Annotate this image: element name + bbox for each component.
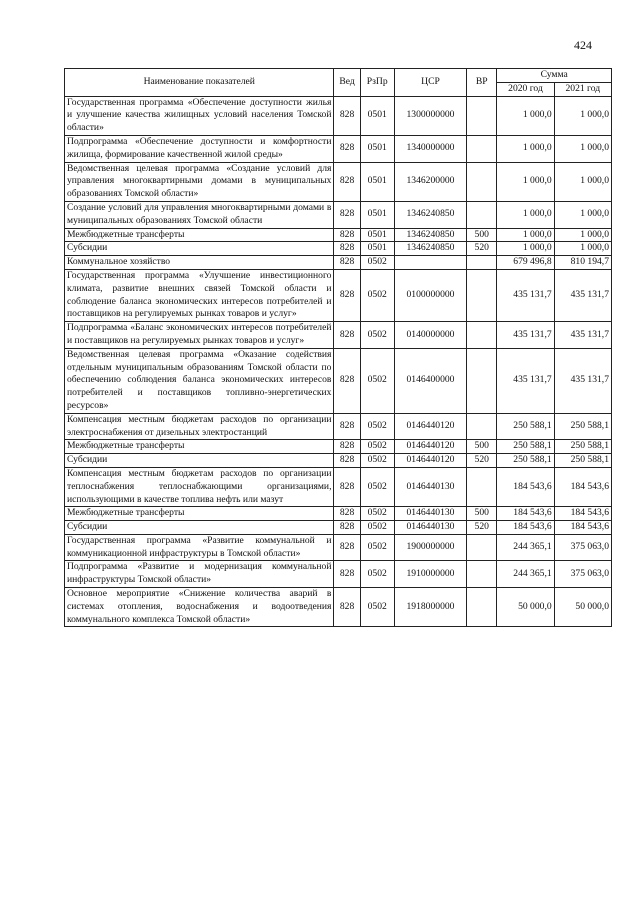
cell-sum-2020: 1 000,0 [497,201,554,228]
cell-sum-2020: 250 588,1 [497,454,554,468]
cell-sum-2021: 375 063,0 [554,561,611,588]
table-row [65,440,612,454]
cell-rzpr: 0502 [360,440,394,454]
cell-rzpr: 0502 [360,269,394,321]
cell-name: Коммунальное хозяйство [65,256,334,270]
header-year-2020: 2020 год [497,82,554,96]
cell-vr [467,534,497,561]
cell-sum-2020: 1 000,0 [497,135,554,162]
cell-ved: 828 [334,269,360,321]
cell-rzpr: 0502 [360,561,394,588]
cell-rzpr: 0502 [360,467,394,506]
cell-sum-2021: 435 131,7 [554,322,611,349]
cell-rzpr: 0502 [360,534,394,561]
cell-sum-2020: 1 000,0 [497,228,554,242]
cell-sum-2021: 50 000,0 [554,588,611,627]
cell-name: Межбюджетные трансферты [65,228,334,242]
cell-ved: 828 [334,454,360,468]
cell-sum-2021: 375 063,0 [554,534,611,561]
cell-ved: 828 [334,96,360,135]
cell-csr: 1346240850 [394,242,466,256]
header-name: Наименование показателей [65,69,334,97]
cell-ved: 828 [334,162,360,201]
table-row [65,135,612,162]
cell-vr [467,256,497,270]
cell-csr: 1900000000 [394,534,466,561]
cell-vr: 500 [467,440,497,454]
cell-vr [467,413,497,440]
cell-ved: 828 [334,521,360,535]
cell-ved: 828 [334,413,360,440]
cell-sum-2021: 1 000,0 [554,242,611,256]
table-body [65,96,612,627]
cell-ved: 828 [334,440,360,454]
cell-csr: 0146440120 [394,413,466,440]
cell-rzpr: 0502 [360,256,394,270]
cell-sum-2020: 1 000,0 [497,162,554,201]
cell-csr: 1340000000 [394,135,466,162]
cell-ved: 828 [334,242,360,256]
cell-sum-2021: 1 000,0 [554,228,611,242]
cell-rzpr: 0501 [360,96,394,135]
cell-sum-2021: 1 000,0 [554,162,611,201]
cell-sum-2021: 1 000,0 [554,201,611,228]
cell-sum-2020: 250 588,1 [497,440,554,454]
cell-rzpr: 0501 [360,135,394,162]
header-sum: Сумма [497,69,612,83]
table-row [65,561,612,588]
table-row [65,534,612,561]
cell-ved: 828 [334,534,360,561]
cell-vr: 500 [467,507,497,521]
cell-vr [467,269,497,321]
cell-name: Межбюджетные трансферты [65,507,334,521]
cell-csr: 1346240850 [394,228,466,242]
cell-ved: 828 [334,135,360,162]
cell-sum-2020: 435 131,7 [497,322,554,349]
cell-rzpr: 0502 [360,454,394,468]
cell-sum-2021: 250 588,1 [554,454,611,468]
cell-rzpr: 0502 [360,507,394,521]
cell-name: Субсидии [65,454,334,468]
cell-vr [467,322,497,349]
cell-csr: 0100000000 [394,269,466,321]
cell-ved: 828 [334,348,360,413]
cell-csr: 1346200000 [394,162,466,201]
cell-sum-2021: 184 543,6 [554,467,611,506]
cell-rzpr: 0502 [360,413,394,440]
cell-csr: 0146440130 [394,521,466,535]
cell-csr: 1910000000 [394,561,466,588]
cell-sum-2020: 1 000,0 [497,242,554,256]
budget-table [64,68,612,627]
cell-ved: 828 [334,322,360,349]
cell-vr [467,561,497,588]
cell-name: Государственная программа «Улучшение инвестиционного климата, развитие внешних связей Томской области и соблюдение баланса экономических интересов потребителей и поставщиков на регулируемых рынках товаров и услуг» [65,269,334,321]
table-row [65,454,612,468]
cell-name: Подпрограмма «Обеспечение доступности и комфортности жилища, формирование качественной жилой среды» [65,135,334,162]
cell-ved: 828 [334,588,360,627]
cell-csr: 1300000000 [394,96,466,135]
cell-vr [467,135,497,162]
cell-ved: 828 [334,507,360,521]
cell-csr: 0146440130 [394,467,466,506]
cell-sum-2020: 244 365,1 [497,561,554,588]
cell-name: Межбюджетные трансферты [65,440,334,454]
cell-ved: 828 [334,256,360,270]
cell-ved: 828 [334,228,360,242]
cell-csr: 1346240850 [394,201,466,228]
cell-ved: 828 [334,467,360,506]
cell-vr: 520 [467,521,497,535]
cell-sum-2020: 679 496,8 [497,256,554,270]
header-csr: ЦСР [394,69,466,97]
cell-vr [467,201,497,228]
cell-vr [467,162,497,201]
table-row [65,256,612,270]
table-row [65,348,612,413]
cell-csr: 1918000000 [394,588,466,627]
cell-name: Субсидии [65,521,334,535]
cell-rzpr: 0502 [360,322,394,349]
cell-sum-2020: 435 131,7 [497,348,554,413]
cell-sum-2021: 810 194,7 [554,256,611,270]
table-header [65,69,612,97]
cell-sum-2021: 1 000,0 [554,135,611,162]
cell-rzpr: 0502 [360,588,394,627]
table-row [65,96,612,135]
cell-sum-2021: 184 543,6 [554,521,611,535]
table-row [65,269,612,321]
cell-ved: 828 [334,561,360,588]
cell-rzpr: 0501 [360,201,394,228]
cell-rzpr: 0502 [360,348,394,413]
cell-ved: 828 [334,201,360,228]
table-row [65,322,612,349]
cell-csr: 0146440130 [394,507,466,521]
cell-sum-2020: 250 588,1 [497,413,554,440]
table-row [65,588,612,627]
cell-vr [467,467,497,506]
cell-csr: 0140000000 [394,322,466,349]
cell-sum-2021: 1 000,0 [554,96,611,135]
cell-name: Основное мероприятие «Снижение количества аварий в системах отопления, водоснабжения и водоотведения коммунального комплекса Томской области» [65,588,334,627]
cell-csr: 0146440120 [394,454,466,468]
cell-name: Компенсация местным бюджетам расходов по организации теплоснабжения теплоснабжающими организациями, использующими в качестве топлива нефть или мазут [65,467,334,506]
cell-sum-2021: 184 543,6 [554,507,611,521]
cell-csr [394,256,466,270]
cell-sum-2021: 250 588,1 [554,440,611,454]
cell-name: Подпрограмма «Развитие и модернизация коммунальной инфраструктуры Томской области» [65,561,334,588]
cell-vr [467,96,497,135]
cell-rzpr: 0501 [360,162,394,201]
cell-sum-2020: 50 000,0 [497,588,554,627]
cell-sum-2020: 244 365,1 [497,534,554,561]
cell-vr [467,348,497,413]
cell-name: Государственная программа «Обеспечение доступности жилья и улучшение качества жилищных условий населения Томской области» [65,96,334,135]
table-row [65,467,612,506]
header-year-2021: 2021 год [554,82,611,96]
cell-sum-2021: 250 588,1 [554,413,611,440]
cell-sum-2021: 435 131,7 [554,348,611,413]
cell-name: Создание условий для управления многоквартирными домами в муниципальных образованиях Томской области [65,201,334,228]
table-row [65,228,612,242]
cell-name: Субсидии [65,242,334,256]
cell-sum-2020: 1 000,0 [497,96,554,135]
cell-name: Ведомственная целевая программа «Создание условий для управления многоквартирными домами в муниципальных образованиях Томской области» [65,162,334,201]
table-row [65,507,612,521]
cell-csr: 0146440120 [394,440,466,454]
cell-vr: 500 [467,228,497,242]
cell-vr: 520 [467,454,497,468]
table-row [65,521,612,535]
cell-sum-2020: 184 543,6 [497,467,554,506]
cell-sum-2020: 435 131,7 [497,269,554,321]
cell-vr [467,588,497,627]
cell-sum-2020: 184 543,6 [497,521,554,535]
header-rzpr: РзПр [360,69,394,97]
cell-sum-2021: 435 131,7 [554,269,611,321]
table-row [65,242,612,256]
cell-name: Подпрограмма «Баланс экономических интересов потребителей и поставщиков на регулируемых рынках товаров и услуг» [65,322,334,349]
cell-sum-2020: 184 543,6 [497,507,554,521]
cell-rzpr: 0501 [360,228,394,242]
cell-rzpr: 0502 [360,521,394,535]
table-row [65,201,612,228]
table-row [65,413,612,440]
cell-csr: 0146400000 [394,348,466,413]
page-number: 424 [574,38,592,52]
header-vr: ВР [467,69,497,97]
cell-rzpr: 0501 [360,242,394,256]
cell-name: Компенсация местным бюджетам расходов по организации электроснабжения от дизельных электростанций [65,413,334,440]
table-row [65,162,612,201]
cell-name: Ведомственная целевая программа «Оказание содействия отдельным муниципальным образованиям Томской области по обеспечению соблюдения баланса экономических интересов потребителей и поставщиков топливно-энергетических ресурсов» [65,348,334,413]
header-ved: Вед [334,69,360,97]
cell-name: Государственная программа «Развитие коммунальной и коммуникационной инфраструктуры в Томской области» [65,534,334,561]
cell-vr: 520 [467,242,497,256]
